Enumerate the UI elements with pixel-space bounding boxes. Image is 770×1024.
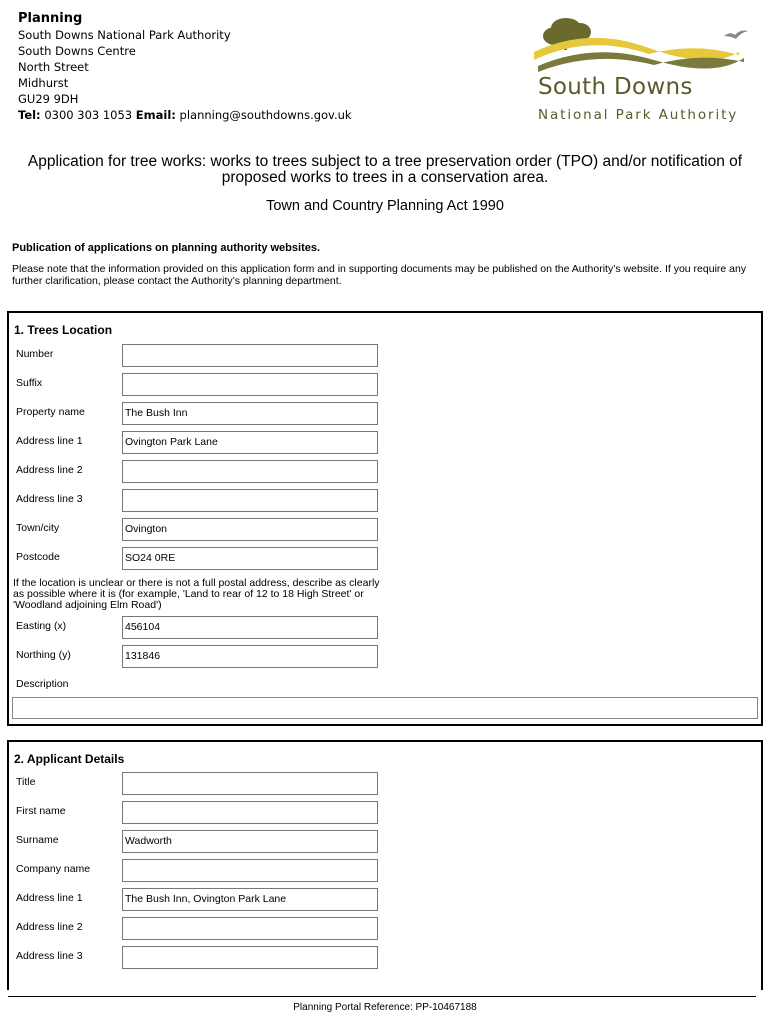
- applicant-address-line-3-field[interactable]: [122, 946, 378, 969]
- title-field[interactable]: [122, 772, 378, 795]
- publication-text: Please note that the information provided on this application form and in supporting documents may be published on the Authority’s website. If you require any further clarification, please contact the Authority’s planning department.: [12, 263, 747, 287]
- logo-subtitle: National Park Authority: [538, 107, 739, 123]
- surname-label: Surname: [16, 834, 59, 846]
- tel-value: 0300 303 1053: [44, 108, 133, 122]
- section-heading: 2. Applicant Details: [14, 752, 125, 766]
- address-line: North Street: [18, 60, 89, 74]
- company-name-field[interactable]: [122, 859, 378, 882]
- applicant-address-line-2-label: Address line 2: [16, 921, 83, 933]
- town-city-field[interactable]: Ovington: [122, 518, 378, 541]
- address-line: GU29 9DH: [18, 92, 79, 106]
- form-title: Application for tree works: works to trees subject to a tree preservation order (TPO) and/or notification of proposed works to trees in a conservation area.: [27, 153, 743, 186]
- number-field[interactable]: [122, 344, 378, 367]
- address-line: South Downs National Park Authority: [18, 28, 231, 42]
- number-label: Number: [16, 348, 54, 360]
- description-field[interactable]: [12, 697, 758, 719]
- logo-landscape-icon: [534, 8, 764, 78]
- tel-label: Tel:: [18, 108, 41, 122]
- act-title: Town and Country Planning Act 1990: [266, 198, 504, 214]
- south-downs-logo: [534, 8, 764, 128]
- location-note: If the location is unclear or there is not a full postal address, describe as clearly as possible where it is (for example, 'Land to rear of 12 to 18 High Street' or 'Woodland adjoining Elm Road'): [13, 577, 380, 611]
- easting-field[interactable]: 456104: [122, 616, 378, 639]
- portal-reference: Planning Portal Reference: PP-10467188: [293, 1002, 477, 1013]
- postcode-field[interactable]: SO24 0RE: [122, 547, 378, 570]
- suffix-label: Suffix: [16, 377, 43, 389]
- northing-field[interactable]: 131846: [122, 645, 378, 668]
- address-line-2-field[interactable]: [122, 460, 378, 483]
- contact-line: [18, 107, 352, 123]
- applicant-address-line-2-field[interactable]: [122, 917, 378, 940]
- footer-divider: [8, 996, 756, 997]
- title-label: Title: [16, 776, 36, 788]
- address-line-2-label: Address line 2: [16, 464, 83, 476]
- address-line: South Downs Centre: [18, 44, 136, 58]
- easting-label: Easting (x): [16, 620, 67, 632]
- town-city-label: Town/city: [16, 522, 60, 534]
- department-heading: Planning: [18, 11, 83, 26]
- address-line-1-label: Address line 1: [16, 435, 83, 447]
- suffix-field[interactable]: [122, 373, 378, 396]
- property-name-label: Property name: [16, 406, 85, 418]
- description-label: Description: [16, 678, 69, 690]
- authority-address: [18, 11, 352, 123]
- first-name-field[interactable]: [122, 801, 378, 824]
- postcode-label: Postcode: [16, 551, 60, 563]
- first-name-label: First name: [16, 805, 66, 817]
- surname-field[interactable]: Wadworth: [122, 830, 378, 853]
- company-name-label: Company name: [16, 863, 91, 875]
- section-heading: 1. Trees Location: [14, 323, 113, 337]
- property-name-field[interactable]: The Bush Inn: [122, 402, 378, 425]
- trees-location-section: [7, 311, 763, 726]
- applicant-address-line-1-field[interactable]: The Bush Inn, Ovington Park Lane: [122, 888, 378, 911]
- address-line: Midhurst: [18, 76, 69, 90]
- address-line-1-field[interactable]: Ovington Park Lane: [122, 431, 378, 454]
- publication-heading: Publication of applications on planning authority websites.: [12, 242, 321, 254]
- northing-label: Northing (y): [16, 649, 71, 661]
- logo-name: South Downs: [538, 74, 693, 100]
- applicant-address-line-3-label: Address line 3: [16, 950, 83, 962]
- address-line-3-field[interactable]: [122, 489, 378, 512]
- address-line-3-label: Address line 3: [16, 493, 83, 505]
- applicant-details-section: [7, 740, 763, 990]
- email-value: planning@southdowns.gov.uk: [179, 108, 352, 122]
- email-label: Email:: [135, 108, 176, 122]
- applicant-address-line-1-label: Address line 1: [16, 892, 83, 904]
